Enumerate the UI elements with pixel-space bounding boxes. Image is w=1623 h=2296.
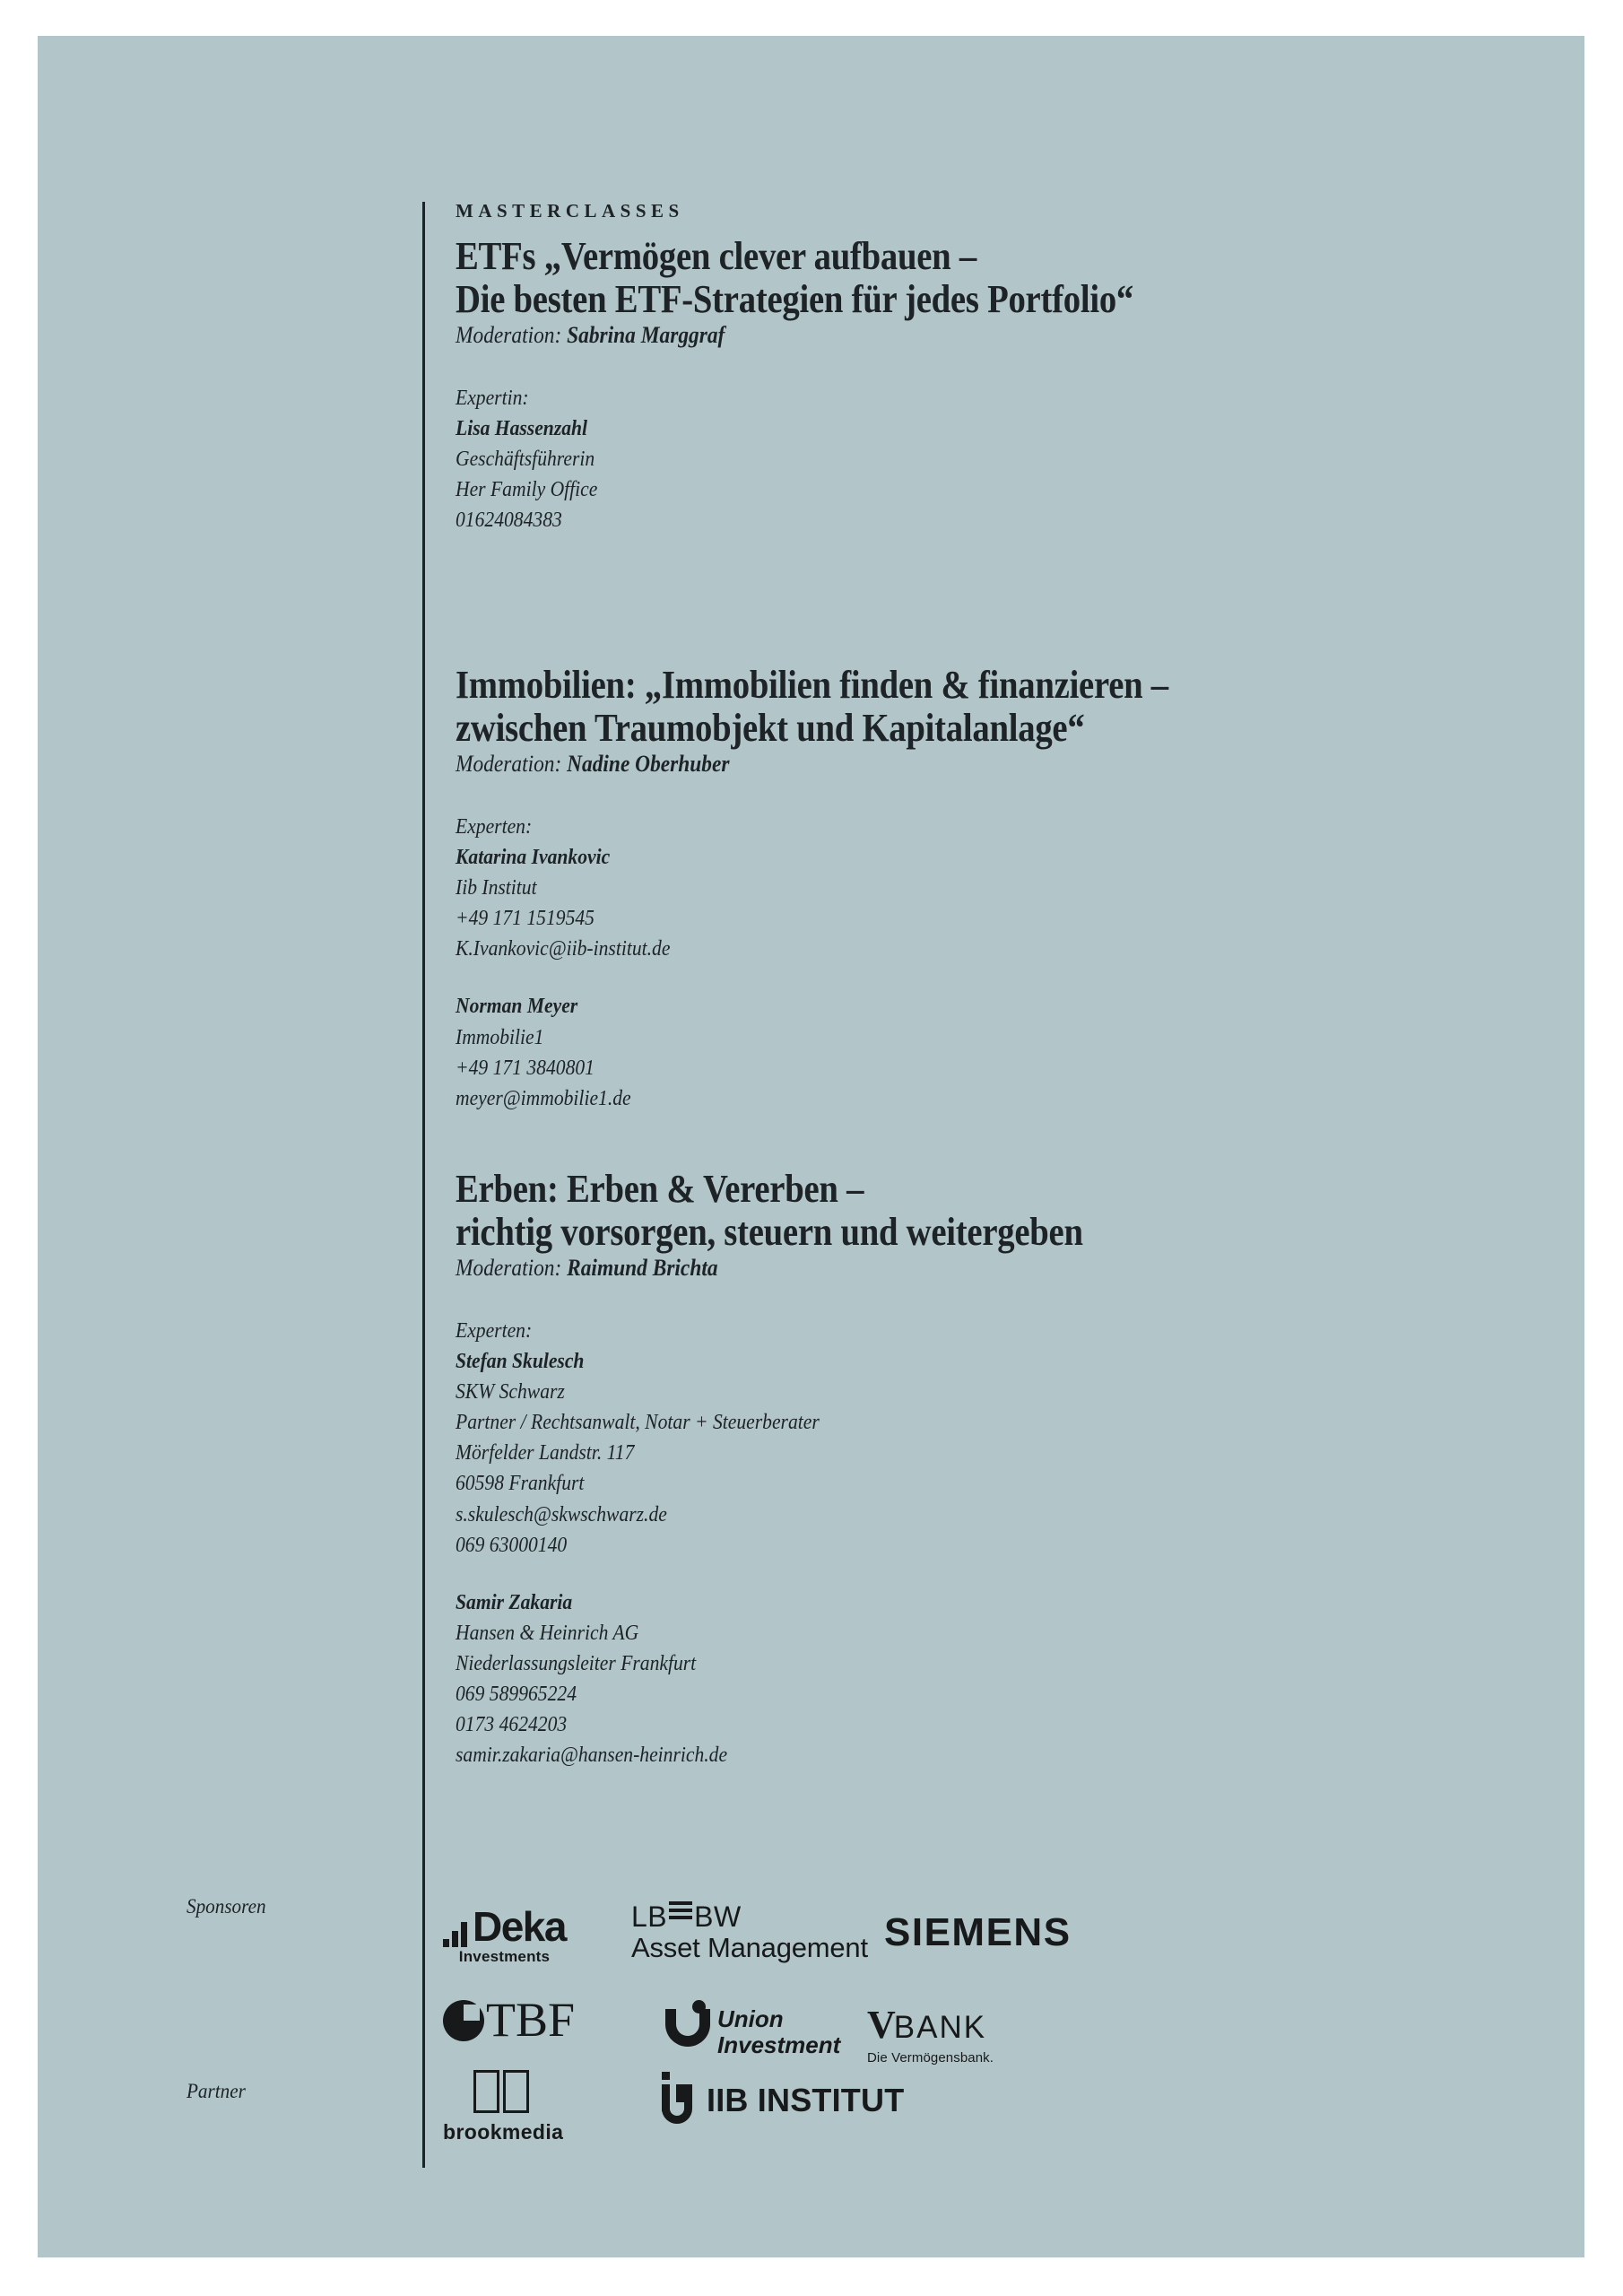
expert-role: Partner / Rechtsanwalt, Notar + Steuerberater — [456, 1411, 820, 1435]
expert-email: K.Ivankovic@iib-institut.de — [456, 937, 671, 961]
masterclass-title-2-line2: zwischen Traumobjekt und Kapitalanlage“ — [456, 705, 1085, 750]
masterclass-1-moderation — [456, 322, 1424, 349]
masterclass-3-moderation — [456, 1255, 1424, 1282]
masterclass-section-3 — [456, 1168, 1532, 1770]
expert-detail-line: Her Family Office — [456, 478, 598, 502]
masterclass-2-experts-label: Experten: — [456, 815, 533, 839]
expert-email: meyer@immobilie1.de — [456, 1086, 631, 1110]
sponsor-logo-union-name: Union — [717, 2005, 784, 2033]
masterclass-title-1-line2: Die besten ETF-Strategien für jedes Portfolio“ — [456, 276, 1134, 321]
partner-logo-iib-institut — [656, 2072, 904, 2124]
expert-phone: +49 171 1519545 — [456, 907, 595, 931]
masterclass-3-moderation-label: Moderation: — [456, 1255, 562, 1282]
page-kicker: MASTERCLASSES — [456, 200, 684, 222]
expert-email: samir.zakaria@hansen-heinrich.de — [456, 1744, 728, 1768]
expert-card — [456, 413, 1532, 535]
expert-detail-line: Iib Institut — [456, 876, 537, 900]
sponsor-logo-vbank-sub: Die Vermögensbank. — [867, 2050, 994, 2066]
masterclass-3-moderation-name: Raimund Brichta — [567, 1255, 718, 1282]
expert-company: SKW Schwarz — [456, 1380, 565, 1405]
sponsor-logo-deka-name: Deka — [473, 1903, 566, 1950]
vbank-v-icon: V — [867, 2003, 890, 2047]
sponsor-logo-vbank-name: BANK — [893, 2010, 987, 2045]
expert-detail-line: Immobilie1 — [456, 1025, 544, 1049]
sponsor-logo-deka-sub: Investments — [458, 1948, 551, 1965]
sponsor-logo-siemens: SIEMENS — [884, 1910, 1072, 1954]
expert-company: Hansen & Heinrich AG — [456, 1621, 639, 1645]
expert-card — [456, 991, 1532, 1113]
union-wordmark — [717, 2006, 840, 2058]
expert-street: Mörfelder Landstr. 117 — [456, 1441, 635, 1465]
expert-city: 60598 Frankfurt — [456, 1472, 585, 1496]
poster-page — [38, 36, 1584, 2257]
masterclass-title-1 — [456, 235, 1402, 320]
expert-name: Norman Meyer — [456, 995, 578, 1019]
expert-name: Lisa Hassenzahl — [456, 417, 588, 441]
iib-monogram-icon — [656, 2072, 696, 2124]
masterclass-1-moderation-label: Moderation: — [456, 322, 562, 349]
expert-phone: 069 63000140 — [456, 1533, 568, 1557]
masterclass-3-experts-label: Experten: — [456, 1319, 533, 1344]
tbf-pie-icon — [443, 2000, 484, 2041]
masterclass-1-experts-label: Expertin: — [456, 387, 529, 411]
expert-card — [456, 842, 1532, 964]
sponsor-logo-tbf — [443, 1993, 576, 2047]
masterclass-title-3-line1: Erben: Erben & Vererben – — [456, 1167, 864, 1211]
sponsor-logo-tbf-name: TBF — [486, 1993, 576, 2047]
union-u-icon — [665, 2000, 710, 2047]
masterclass-2-moderation-name: Nadine Oberhuber — [567, 751, 730, 778]
sponsor-logo-deka — [443, 1903, 566, 1966]
expert-card — [456, 1346, 1532, 1561]
partner-logo-brookmedia — [443, 2070, 564, 2144]
expert-name: Stefan Skulesch — [456, 1350, 585, 1374]
masterclass-title-3-line2: richtig vorsorgen, steuern und weitergeben — [456, 1209, 1083, 1254]
expert-name: Katarina Ivankovic — [456, 846, 611, 870]
expert-detail-line: Geschäftsführerin — [456, 448, 595, 472]
partner-label: Partner — [187, 2080, 246, 2102]
expert-email: s.skulesch@skwschwarz.de — [456, 1502, 667, 1526]
open-book-icon — [473, 2070, 529, 2113]
masterclass-2-moderation-label: Moderation: — [456, 751, 562, 778]
sponsor-logo-lbbw-sub: Asset Management — [631, 1931, 868, 1963]
lbbw-bars-icon — [669, 1901, 692, 1923]
partner-logo-iib-name: IIB INSTITUT — [707, 2082, 905, 2118]
expert-name: Samir Zakaria — [456, 1590, 573, 1614]
masterclass-section-1 — [456, 235, 1532, 535]
masterclass-title-1-line1: ETFs „Vermögen clever aufbauen – — [456, 234, 976, 278]
deka-bars-icon — [443, 1906, 470, 1947]
sponsor-logo-union-sub: Investment — [717, 2031, 841, 2059]
expert-mobile: 0173 4624203 — [456, 1712, 568, 1736]
lbbw-wordmark: LB BW — [631, 1900, 742, 1933]
expert-role: Niederlassungsleiter Frankfurt — [456, 1651, 697, 1675]
vertical-divider-rule — [422, 202, 425, 2168]
sponsor-logo-vbank — [867, 2005, 994, 2066]
sponsor-logo-union-investment — [665, 2000, 840, 2058]
deka-wordmark — [443, 1903, 566, 1950]
masterclass-1-moderation-name: Sabrina Marggraf — [567, 322, 725, 349]
expert-phone: 069 589965224 — [456, 1682, 577, 1706]
masterclass-title-3 — [456, 1168, 1402, 1253]
sponsors-label: Sponsoren — [187, 1895, 266, 1918]
expert-phone: 01624084383 — [456, 509, 562, 533]
masterclass-title-2 — [456, 664, 1402, 749]
masterclass-section-2 — [456, 664, 1532, 1114]
masterclass-title-2-line1: Immobilien: „Immobilien finden & finanzieren – — [456, 663, 1168, 707]
partner-logo-brookmedia-name: brookmedia — [443, 2120, 564, 2144]
masterclass-2-moderation — [456, 751, 1424, 778]
expert-phone: +49 171 3840801 — [456, 1056, 595, 1080]
vbank-wordmark — [867, 2005, 994, 2045]
sponsor-logo-lbbw — [631, 1901, 868, 1963]
expert-card — [456, 1587, 1532, 1770]
